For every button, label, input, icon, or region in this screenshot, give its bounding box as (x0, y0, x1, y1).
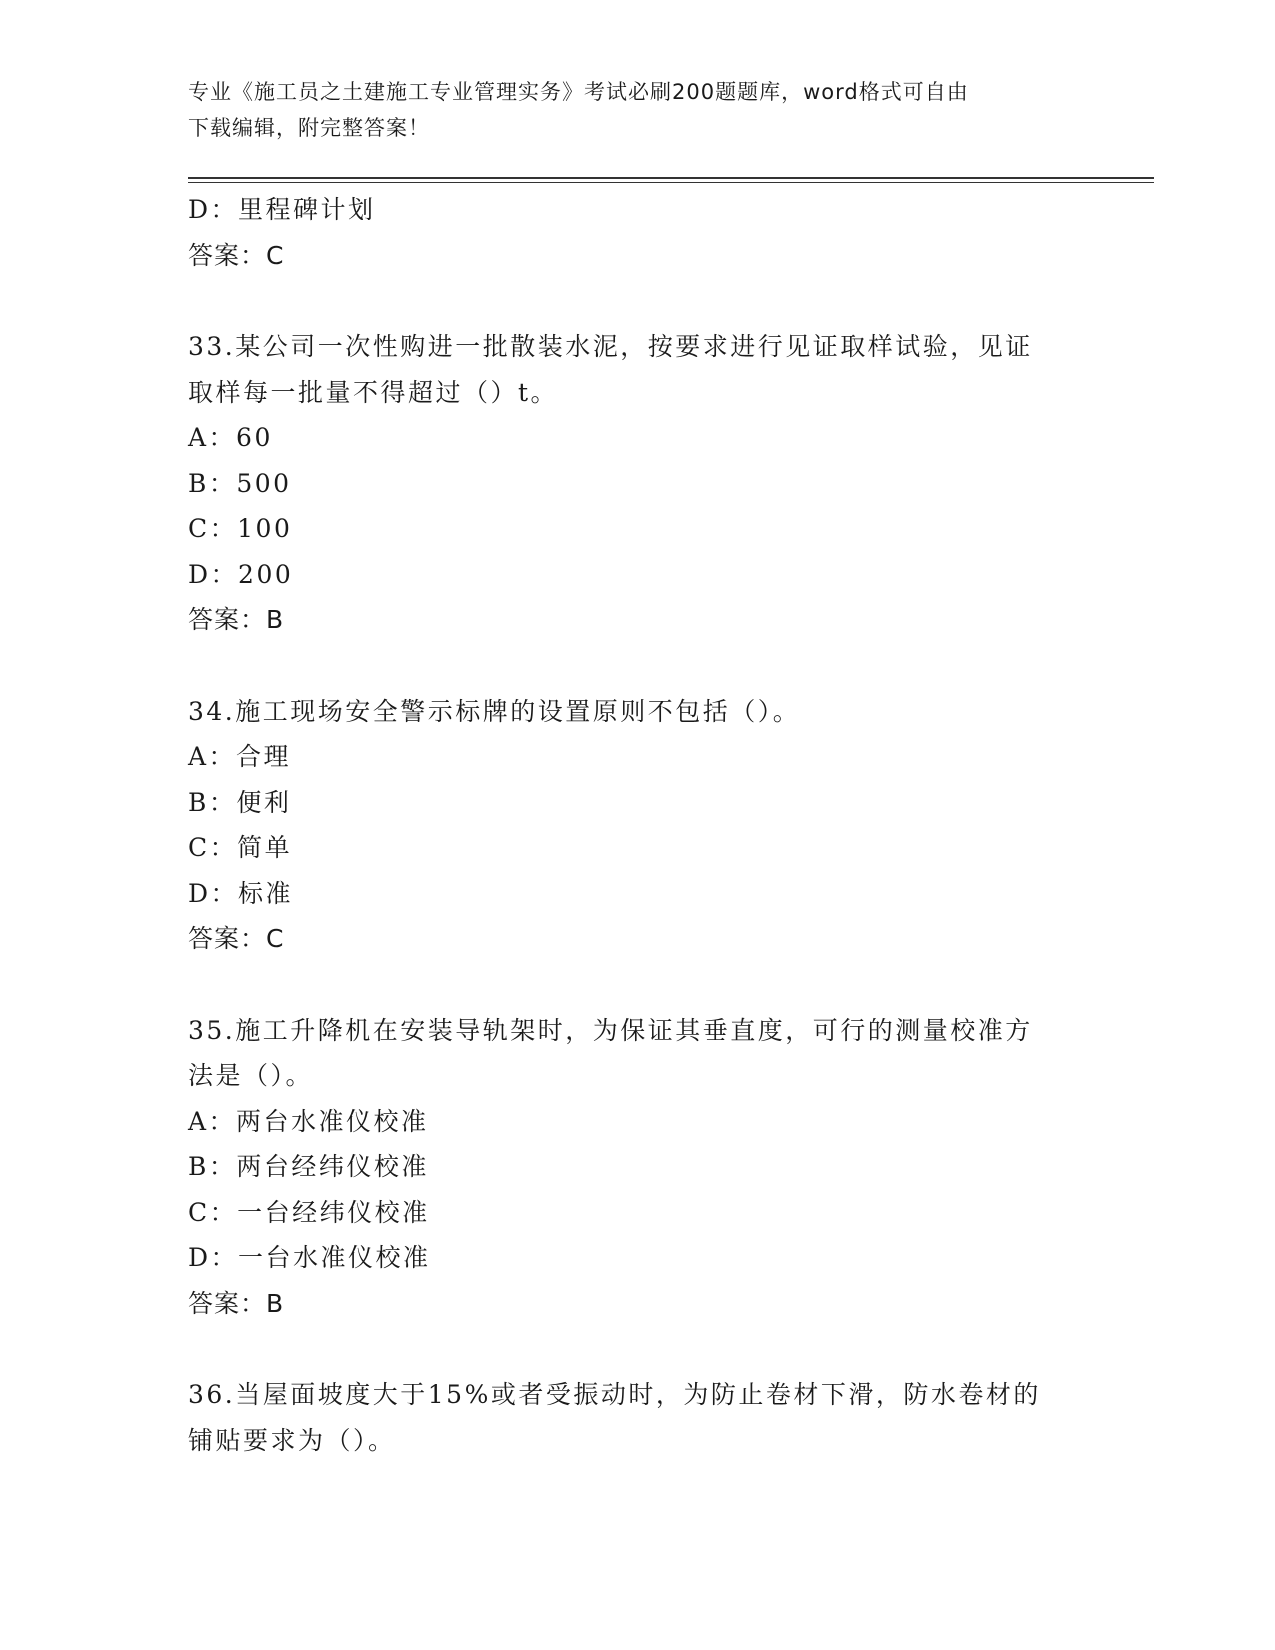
option-d: D：一台水准仪校准 (188, 1243, 431, 1272)
header-title-line-2: 下载编辑，附完整答案！ (188, 116, 430, 140)
option-a: A：60 (188, 423, 273, 452)
question-stem-line: 36.当屋面坡度大于15%或者受振动时，为防止卷材下滑，防水卷材的 (188, 1380, 1041, 1409)
question-35 (188, 1008, 1108, 1327)
spacer (188, 962, 1108, 1008)
document-header (188, 74, 1068, 146)
header-divider-thin (188, 182, 1154, 183)
header-title-line-1: 专业《施工员之土建施工专业管理实务》考试必刷200题题库，word格式可自由 (188, 80, 969, 104)
spacer (188, 643, 1108, 689)
option-c: C：100 (188, 514, 293, 543)
header-divider-thick (188, 177, 1154, 179)
question-stem-line: 取样每一批量不得超过（）t。 (188, 377, 559, 407)
question-stem-line: 35.施工升降机在安装导轨架时，为保证其垂直度，可行的测量校准方 (188, 1015, 1033, 1045)
answer-line: 答案：C (188, 924, 285, 953)
question-34 (188, 689, 1108, 962)
option-c: C：一台经纬仪校准 (188, 1197, 430, 1227)
question-33 (188, 324, 1108, 643)
option-c: C：简单 (188, 833, 293, 862)
answer-line: 答案：B (188, 605, 285, 634)
answer-line: 答案：C (188, 240, 285, 270)
option-d: D：里程碑计划 (188, 195, 376, 224)
option-b: B：两台经纬仪校准 (188, 1152, 429, 1181)
spacer (188, 1326, 1108, 1372)
question-32-continued (188, 187, 1108, 278)
question-stem-line: 法是（）。 (188, 1061, 314, 1090)
option-b: B：500 (188, 468, 292, 498)
question-stem-line: 铺贴要求为（）。 (188, 1425, 396, 1455)
question-36 (188, 1372, 1108, 1463)
spacer (188, 278, 1108, 324)
option-a: A：两台水准仪校准 (188, 1106, 429, 1136)
option-d: D：200 (188, 559, 294, 589)
answer-line: 答案：B (188, 1288, 285, 1318)
question-list (188, 187, 1108, 1463)
option-b: B：便利 (188, 787, 292, 817)
question-stem-line: 34.施工现场安全警示标牌的设置原则不包括（）。 (188, 696, 801, 726)
option-d: D：标准 (188, 878, 294, 908)
question-stem-line: 33.某公司一次性购进一批散装水泥，按要求进行见证取样试验，见证 (188, 332, 1033, 361)
option-a: A：合理 (188, 742, 292, 771)
